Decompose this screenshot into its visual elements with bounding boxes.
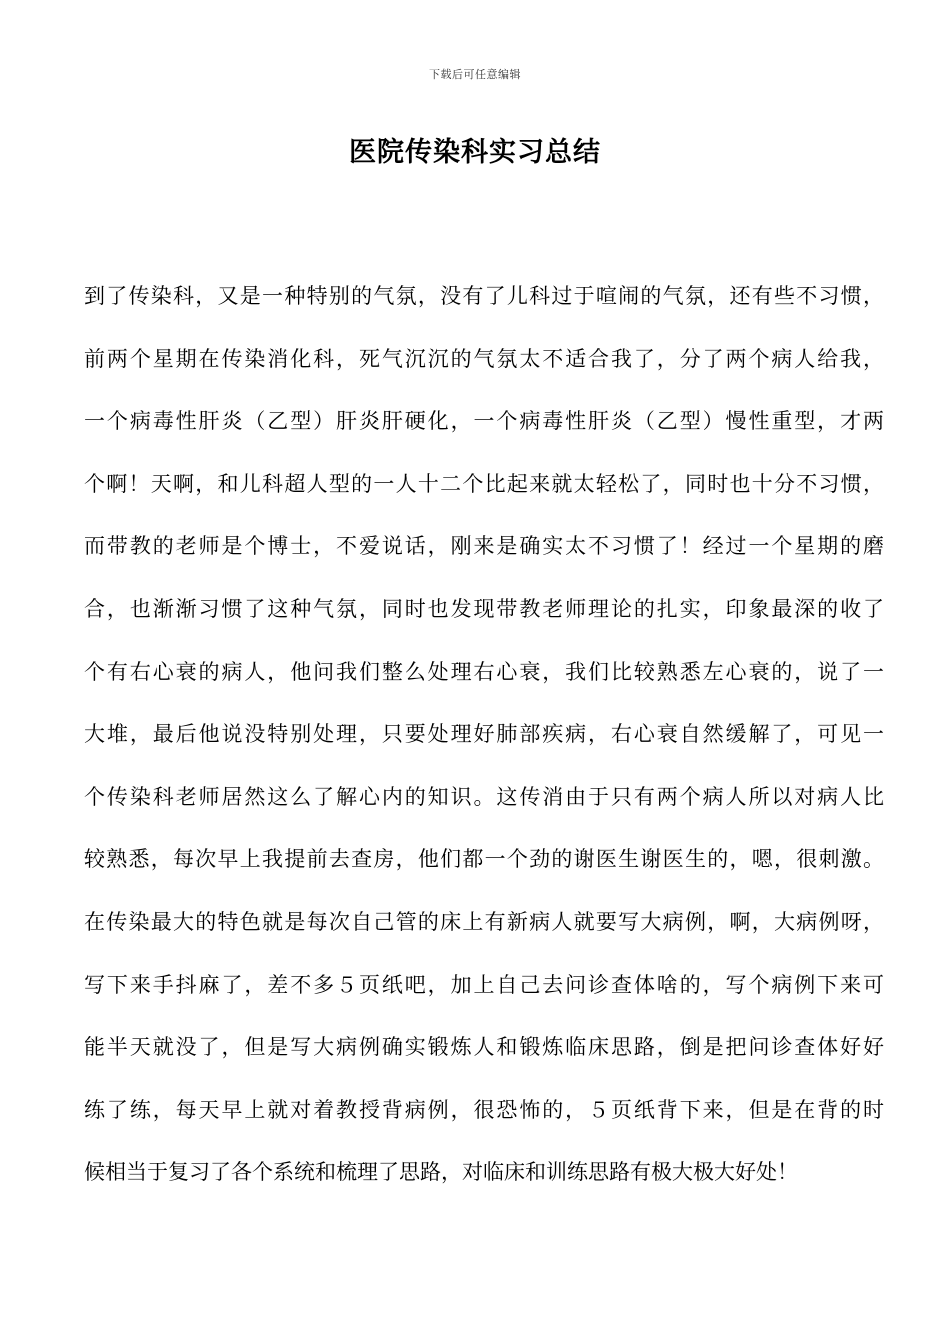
paragraph-line: 到了传染科，又是一种特别的气氛，没有了儿科过于喧闹的气氛，还有些不习惯， bbox=[84, 284, 884, 308]
paragraph-line: 个啊！天啊，和儿科超人型的一人十二个比起来就太轻松了，同时也十分不习惯， bbox=[84, 471, 884, 496]
body-paragraph bbox=[84, 276, 884, 1215]
paragraph-line: 候相当于复习了各个系统和梳理了思路，对临床和训练思路有极大极大好处！ bbox=[84, 1160, 798, 1185]
paragraph-line: 较熟悉，每次早上我提前去查房，他们都一个劲的谢医生谢医生的，嗯，很刺激。 bbox=[84, 847, 884, 872]
paragraph-line: 前两个星期在传染消化科，死气沉沉的气氛太不适合我了，分了两个病人给我， bbox=[84, 346, 884, 371]
paragraph-line: 练了练，每天早上就对着教授背病例，很恐怖的，５页纸背下来，但是在背的时 bbox=[84, 1097, 884, 1122]
paragraph-line: 在传染最大的特色就是每次自己管的床上有新病人就要写大病例，啊，大病例呀， bbox=[84, 909, 884, 934]
paragraph-line: 个传染科老师居然这么了解心内的知识。这传消由于只有两个病人所以对病人比 bbox=[84, 784, 884, 809]
paragraph-line: 能半天就没了，但是写大病例确实锻炼人和锻炼临床思路，倒是把问诊查体好好 bbox=[84, 1035, 884, 1060]
paragraph-line: 写下来手抖麻了，差不多５页纸吧，加上自己去问诊查体啥的，写个病例下来可 bbox=[84, 972, 884, 997]
paragraph-line: 个有右心衰的病人，他问我们整么处理右心衰，我们比较熟悉左心衰的，说了一 bbox=[84, 659, 884, 684]
paragraph-line: 而带教的老师是个博士，不爱说话，刚来是确实太不习惯了！经过一个星期的磨 bbox=[84, 534, 884, 559]
header-note: 下载后可任意编辑 bbox=[429, 68, 521, 81]
paragraph-line: 大堆，最后他说没特别处理，只要处理好肺部疾病，右心衰自然缓解了，可见一 bbox=[84, 722, 884, 747]
paragraph-line: 合，也渐渐习惯了这种气氛，同时也发现带教老师理论的扎实，印象最深的收了 bbox=[84, 596, 884, 621]
paragraph-line: 一个病毒性肝炎（乙型）肝炎肝硬化，一个病毒性肝炎（乙型）慢性重型，才两 bbox=[84, 409, 884, 434]
document-title: 医院传染科实习总结 bbox=[349, 137, 601, 168]
